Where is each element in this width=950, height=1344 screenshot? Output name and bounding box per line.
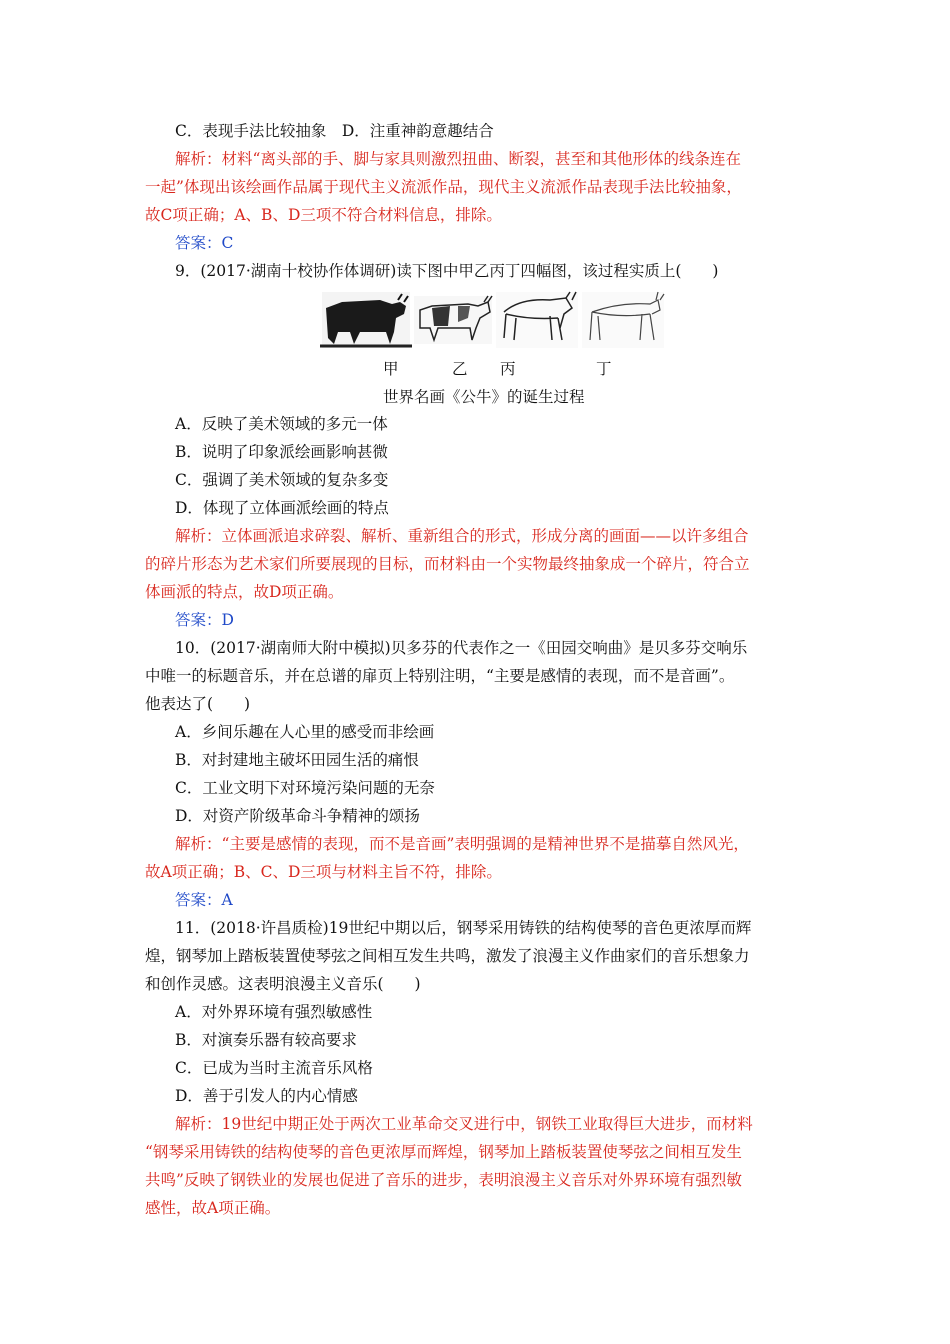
q9-option-d: D．体现了立体画派绘画的特点 <box>175 499 389 517</box>
bull-image-bing <box>496 292 578 348</box>
q11-option-a: A．对外界环境有强烈敏感性 <box>175 1003 373 1021</box>
q9-option-b: B．说明了印象派绘画影响甚微 <box>175 443 388 461</box>
q8-analysis-line: 解析：材料“离头部的手、脚与家具则激烈扭曲、断裂，甚至和其他形体的线条连在 <box>175 150 741 168</box>
q9-answer: 答案：D <box>175 611 234 629</box>
q10-option-d: D．对资产阶级革命斗争精神的颂扬 <box>175 807 420 825</box>
q10-option-c: C．工业文明下对环境污染问题的无奈 <box>175 779 435 797</box>
q11-stem: 煌，钢琴加上踏板装置使琴弦之间相互发生共鸣，激发了浪漫主义作曲家们的音乐想象力 <box>145 947 750 965</box>
bull-figure <box>320 288 665 352</box>
q11-analysis-line: 感性，故A项正确。 <box>145 1199 281 1217</box>
q9-analysis-line: 解析：立体画派追求碎裂、解析、重新组合的形式，形成分离的画面——以许多组合 <box>175 527 749 545</box>
q10-option-b: B．对封建地主破坏田园生活的痛恨 <box>175 751 419 769</box>
q11-analysis-line: 共鸣”反映了钢铁业的发展也促进了音乐的进步，表明浪漫主义音乐对外界环境有强烈敏 <box>145 1171 742 1189</box>
analysis-label: 解析： <box>175 835 222 853</box>
q10-stem: 中唯一的标题音乐，并在总谱的扉页上特别注明，“主要是感情的表现，而不是音画”。 <box>145 667 735 685</box>
q9-stem: 9．(2017·湖南十校协作体调研)读下图中甲乙丙丁四幅图，该过程实质上( ) <box>175 262 719 280</box>
q10-stem: 10．(2017·湖南师大附中模拟)贝多芬的代表作之一《田园交响曲》是贝多芬交响乐 <box>175 639 748 657</box>
q11-option-c: C．已成为当时主流音乐风格 <box>175 1059 373 1077</box>
q10-analysis-line: 解析：“主要是感情的表现，而不是音画”表明强调的是精神世界不是描摹自然风光， <box>175 835 749 853</box>
analysis-label: 解析： <box>175 527 222 545</box>
q11-stem: 11．(2018·许昌质检)19世纪中期以后，钢琴采用铸铁的结构使琴的音色更浓厚而辉 <box>175 919 752 937</box>
figure-caption: 世界名画《公牛》的诞生过程 <box>383 388 585 406</box>
q10-option-a: A．乡间乐趣在人心里的感受而非绘画 <box>175 723 435 741</box>
q11-analysis-line: “钢琴采用铸铁的结构使琴的音色更浓厚而辉煌，钢琴加上踏板装置使琴弦之间相互发生 <box>145 1143 742 1161</box>
q8-analysis-line: 一起”体现出该绘画作品属于现代主义流派作品，现代主义流派作品表现手法比较抽象， <box>145 178 742 196</box>
figure-label-ding: 丁 <box>596 360 612 378</box>
q9-analysis-line: 的碎片形态为艺术家们所要展现的目标，而材料由一个实物最终抽象成一个碎片，符合立 <box>145 555 750 573</box>
q8-answer: 答案：C <box>175 234 234 252</box>
q11-option-d: D．善于引发人的内心情感 <box>175 1087 358 1105</box>
bull-image-ding <box>582 292 664 348</box>
q8-options-cd: C．表现手法比较抽象 D．注重神韵意趣结合 <box>175 122 494 140</box>
q11-option-b: B．对演奏乐器有较高要求 <box>175 1031 357 1049</box>
q9-option-a: A．反映了美术领域的多元一体 <box>175 415 388 433</box>
figure-label-jia: 甲 <box>383 360 399 378</box>
q9-analysis-line: 体画派的特点，故D项正确。 <box>145 583 344 601</box>
figure-label-yi: 乙 <box>452 360 468 378</box>
q8-analysis-line: 故C项正确；A、B、D三项不符合材料信息，排除。 <box>145 206 502 224</box>
bull-image-jia <box>320 292 412 348</box>
q11-analysis-line: 解析：19世纪中期正处于两次工业革命交叉进行中，钢铁工业取得巨大进步，而材料 <box>175 1115 753 1133</box>
q10-analysis-line: 故A项正确；B、C、D三项与材料主旨不符，排除。 <box>145 863 502 881</box>
analysis-label: 解析： <box>175 1115 222 1133</box>
q10-answer: 答案：A <box>175 891 233 909</box>
q10-stem: 他表达了( ) <box>145 695 251 713</box>
q11-stem: 和创作灵感。这表明浪漫主义音乐( ) <box>145 975 421 993</box>
figure-label-bing: 丙 <box>500 360 516 378</box>
analysis-label: 解析： <box>175 150 222 168</box>
bull-image-yi <box>414 296 492 344</box>
q9-option-c: C．强调了美术领域的复杂多变 <box>175 471 389 489</box>
